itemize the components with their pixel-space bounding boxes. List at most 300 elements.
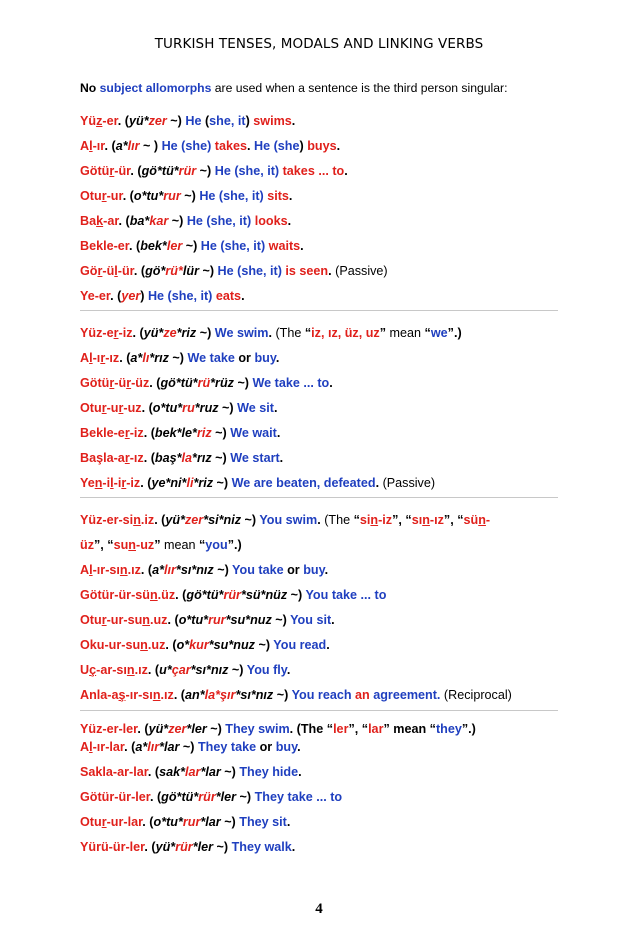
line-segment: Otu bbox=[80, 189, 102, 203]
example-line bbox=[80, 688, 512, 702]
line-segment: . ( bbox=[140, 476, 152, 490]
line-segment: kar bbox=[149, 214, 169, 228]
line-segment: r bbox=[118, 401, 124, 415]
line-segment: You reach bbox=[291, 688, 356, 702]
line-segment: “ bbox=[304, 326, 312, 340]
line-segment: . bbox=[275, 351, 280, 365]
line-segment: la*şır bbox=[204, 688, 236, 702]
example-line bbox=[80, 451, 283, 465]
line-segment: sü bbox=[463, 513, 479, 527]
line-segment: . ( bbox=[144, 840, 156, 854]
example-line bbox=[80, 139, 340, 153]
line-segment: r bbox=[100, 351, 106, 365]
line-segment: Götü bbox=[80, 376, 110, 390]
line-segment: or bbox=[283, 563, 304, 577]
line-segment: n bbox=[152, 688, 161, 702]
page-header: TURKISH TENSES, MODALS AND LINKING VERBS bbox=[154, 36, 484, 52]
line-segment: lı bbox=[142, 351, 150, 365]
line-segment: ç bbox=[89, 663, 97, 677]
line-segment: gö*tü* bbox=[186, 588, 224, 602]
line-segment: *su*nuz bbox=[208, 638, 255, 652]
line-segment: . bbox=[241, 289, 245, 303]
line-segment: . ( bbox=[175, 588, 187, 602]
line-segment: mean bbox=[163, 538, 199, 552]
line-segment: Otu bbox=[80, 613, 102, 627]
line-segment: Ye-er bbox=[80, 289, 111, 303]
line-segment: o*tu* bbox=[133, 189, 164, 203]
line-segment: la bbox=[181, 451, 193, 465]
line-segment: You take ... to bbox=[305, 588, 387, 602]
example-line bbox=[80, 840, 295, 854]
line-segment: You fly bbox=[246, 663, 287, 677]
line-segment: rü bbox=[197, 376, 211, 390]
line-segment: buys bbox=[307, 139, 337, 153]
line-segment: ~) bbox=[220, 765, 240, 779]
example-line bbox=[80, 563, 328, 577]
line-segment: r bbox=[109, 376, 115, 390]
line-segment: We swim bbox=[214, 326, 269, 340]
line-segment: . ( bbox=[143, 426, 155, 440]
line-segment: -ız bbox=[129, 451, 144, 465]
line-segment: ler bbox=[166, 239, 183, 253]
line-segment: He (she bbox=[253, 139, 300, 153]
line-segment: -ı bbox=[92, 351, 101, 365]
line-segment: A bbox=[80, 139, 90, 153]
line-segment: she, it bbox=[209, 114, 246, 128]
line-segment: . bbox=[375, 476, 383, 490]
line-segment: ~) bbox=[220, 815, 240, 829]
line-segment: He (she, it) bbox=[214, 164, 280, 178]
line-segment: -iz bbox=[378, 513, 393, 527]
line-segment: ~) bbox=[271, 613, 291, 627]
line-segment: Otu bbox=[80, 401, 102, 415]
line-segment: zer bbox=[185, 513, 204, 527]
line-segment: waits bbox=[268, 239, 301, 253]
example-line bbox=[80, 588, 386, 602]
line-segment: You sit bbox=[290, 613, 332, 627]
line-segment: . ( bbox=[130, 164, 142, 178]
line-segment: gö*tü* bbox=[161, 790, 199, 804]
line-segment: is seen bbox=[285, 264, 329, 278]
example-line bbox=[80, 164, 348, 178]
line-segment: r bbox=[109, 164, 115, 178]
line-segment: (Passive) bbox=[382, 476, 436, 490]
line-segment: eats bbox=[215, 289, 242, 303]
line-segment: ~) bbox=[179, 740, 198, 754]
line-segment: ~) bbox=[228, 663, 247, 677]
line-segment: A bbox=[80, 351, 90, 365]
line-segment: rur bbox=[163, 189, 181, 203]
line-segment: He (she, it) bbox=[186, 214, 252, 228]
line-segment: . ( bbox=[140, 563, 153, 577]
line-segment: swims bbox=[253, 114, 292, 128]
line-segment: -ür bbox=[117, 264, 134, 278]
line-segment: -iz bbox=[118, 326, 133, 340]
example-line bbox=[80, 476, 435, 490]
line-segment: a* bbox=[115, 139, 128, 153]
line-segment: -ır-sı bbox=[92, 563, 120, 577]
section-divider bbox=[80, 310, 558, 311]
line-segment: yü* bbox=[129, 114, 149, 128]
line-segment: ~) bbox=[196, 164, 215, 178]
line-segment: -i bbox=[102, 476, 111, 490]
line-segment: .üz bbox=[157, 588, 176, 602]
line-segment: r bbox=[126, 376, 132, 390]
line-segment: . ( bbox=[143, 451, 155, 465]
line-segment: (Passive) bbox=[335, 264, 388, 278]
line-segment: . ( bbox=[149, 790, 162, 804]
line-segment: ” mean “ bbox=[383, 722, 436, 736]
line-segment: We sit bbox=[237, 401, 274, 415]
line-segment: a* bbox=[152, 563, 165, 577]
line-segment: çar bbox=[171, 663, 191, 677]
line-segment: . ( bbox=[129, 239, 141, 253]
line-segment: kur bbox=[189, 638, 209, 652]
line-segment: bek* bbox=[140, 239, 167, 253]
line-segment: Oku-ur-su bbox=[80, 638, 141, 652]
line-segment: U bbox=[80, 663, 90, 677]
line-segment: They take ... to bbox=[254, 790, 343, 804]
line-segment: . bbox=[291, 840, 296, 854]
line-segment: buy bbox=[275, 740, 298, 754]
line-segment: .uz bbox=[149, 613, 168, 627]
line-segment: a* bbox=[135, 740, 148, 754]
example-line bbox=[80, 740, 301, 754]
line-segment: rü* bbox=[165, 264, 183, 278]
line-segment: We take bbox=[187, 351, 235, 365]
line-segment: sı bbox=[411, 513, 423, 527]
line-segment: He (she, it) bbox=[217, 264, 282, 278]
line-segment: ~) bbox=[198, 264, 218, 278]
line-segment: . bbox=[300, 239, 304, 253]
example-line bbox=[80, 264, 388, 278]
line-segment: ” bbox=[379, 326, 390, 340]
line-segment: riz bbox=[196, 426, 212, 440]
line-segment: Yüz-er-si bbox=[80, 513, 134, 527]
line-segment: We are beaten, defeated bbox=[231, 476, 376, 490]
line-segment: a* bbox=[130, 351, 143, 365]
line-segment: *rız bbox=[192, 451, 212, 465]
line-segment: Ba bbox=[80, 214, 97, 228]
line-segment: They swim bbox=[225, 722, 290, 736]
line-segment: r bbox=[101, 401, 107, 415]
line-segment: ~) bbox=[233, 376, 253, 390]
line-segment: ”, “ bbox=[443, 513, 464, 527]
example-line bbox=[80, 351, 279, 365]
line-segment: He (she) bbox=[161, 139, 212, 153]
line-segment: buy bbox=[303, 563, 325, 577]
line-segment: We start bbox=[230, 451, 280, 465]
line-segment: . bbox=[331, 613, 335, 627]
line-segment: They hide bbox=[239, 765, 299, 779]
line-segment: *ruz bbox=[194, 401, 219, 415]
line-segment: - bbox=[485, 513, 491, 527]
line-segment: ye*ni* bbox=[151, 476, 187, 490]
line-segment: Otu bbox=[80, 815, 102, 829]
line-segment: buy bbox=[254, 351, 276, 365]
line-segment: z bbox=[96, 114, 103, 128]
line-segment: -ız bbox=[429, 513, 444, 527]
line-segment: . ( bbox=[137, 722, 149, 736]
line-segment: ) bbox=[299, 139, 308, 153]
line-segment: ~) bbox=[196, 326, 215, 340]
line-segment: . bbox=[328, 264, 336, 278]
line-segment: takes bbox=[214, 139, 247, 153]
line-segment: ze bbox=[163, 326, 177, 340]
line-segment: l bbox=[89, 139, 93, 153]
line-segment: sak* bbox=[159, 765, 186, 779]
line-segment: *sü*nüz bbox=[240, 588, 288, 602]
line-segment: ru bbox=[182, 401, 195, 415]
line-segment: ”.) bbox=[461, 722, 476, 736]
line-segment: -u bbox=[106, 401, 119, 415]
line-segment: . ( bbox=[154, 513, 166, 527]
line-segment: -uz bbox=[123, 401, 142, 415]
example-line bbox=[80, 239, 304, 253]
line-segment: n bbox=[119, 563, 128, 577]
line-segment: -ü bbox=[102, 264, 115, 278]
line-segment: *lar bbox=[200, 765, 221, 779]
line-segment: they bbox=[435, 722, 462, 736]
line-segment: Ye bbox=[80, 476, 95, 490]
line-segment: Götür-ür-ler bbox=[80, 790, 150, 804]
example-line bbox=[80, 376, 333, 390]
line-segment: looks bbox=[254, 214, 288, 228]
line-segment: yer bbox=[121, 289, 141, 303]
example-line bbox=[80, 214, 291, 228]
line-segment: -ur-lar bbox=[106, 815, 143, 829]
line-segment: ~) bbox=[180, 189, 200, 203]
line-segment: *rız bbox=[149, 351, 169, 365]
line-segment: zer bbox=[148, 114, 167, 128]
line-segment: n bbox=[133, 513, 141, 527]
example-line bbox=[80, 289, 245, 303]
line-segment: . bbox=[317, 513, 325, 527]
line-segment: A bbox=[80, 740, 90, 754]
line-segment: r bbox=[113, 326, 119, 340]
intro-highlight: subject allomorphs bbox=[99, 81, 212, 95]
line-segment: . ( bbox=[141, 401, 153, 415]
line-segment: ~) bbox=[206, 722, 226, 736]
line-segment: Anla-a bbox=[80, 688, 119, 702]
line-segment: ~) bbox=[213, 476, 232, 490]
line-segment: He (she, it) bbox=[147, 289, 213, 303]
line-segment: an bbox=[355, 688, 370, 702]
line-segment: takes ... to bbox=[282, 164, 345, 178]
line-segment: . ( bbox=[122, 189, 134, 203]
line-segment: . bbox=[286, 663, 291, 677]
line-segment: ~) bbox=[168, 351, 188, 365]
line-segment: ”.) bbox=[227, 538, 242, 552]
line-segment: . bbox=[286, 815, 291, 829]
line-segment: . bbox=[336, 139, 341, 153]
line-segment: -ız bbox=[105, 351, 120, 365]
line-segment: üz bbox=[80, 538, 94, 552]
example-line bbox=[80, 426, 280, 440]
line-segment: gö*tü* bbox=[141, 164, 179, 178]
line-segment: -uz bbox=[136, 538, 155, 552]
line-segment: we bbox=[430, 326, 448, 340]
line-segment: r bbox=[101, 189, 107, 203]
line-segment: you bbox=[205, 538, 228, 552]
line-segment: ”, “ bbox=[94, 538, 114, 552]
example-line bbox=[80, 401, 277, 415]
line-segment: *ler bbox=[215, 790, 237, 804]
line-segment: . ( bbox=[165, 638, 177, 652]
line-segment: . bbox=[291, 114, 296, 128]
example-line bbox=[80, 613, 335, 627]
line-segment: Sakla-ar-lar bbox=[80, 765, 148, 779]
line-segment: mean bbox=[389, 326, 425, 340]
line-segment: n bbox=[370, 513, 379, 527]
line-segment: ~) bbox=[273, 688, 292, 702]
example-line bbox=[80, 189, 292, 203]
line-segment: ~) bbox=[211, 426, 231, 440]
line-segment: r bbox=[97, 264, 103, 278]
line-segment: He (she, it) bbox=[200, 239, 266, 253]
line-segment: -ur bbox=[106, 189, 123, 203]
line-segment: . ( bbox=[142, 815, 154, 829]
line-segment: (Reciprocal) bbox=[440, 688, 512, 702]
line-segment: -ar bbox=[103, 214, 119, 228]
line-segment: .ız bbox=[160, 688, 174, 702]
line-segment: *ler bbox=[192, 840, 214, 854]
line-segment: . ( bbox=[149, 376, 161, 390]
line-segment: ş bbox=[118, 688, 126, 702]
line-segment: or bbox=[234, 351, 255, 365]
line-segment: . bbox=[297, 740, 301, 754]
line-segment: -ır-sı bbox=[125, 688, 153, 702]
line-segment: . bbox=[324, 563, 329, 577]
example-line bbox=[80, 538, 242, 552]
line-segment: gö*tü* bbox=[160, 376, 198, 390]
line-segment: -ür bbox=[114, 164, 131, 178]
line-segment: n bbox=[94, 476, 103, 490]
example-line bbox=[80, 326, 462, 340]
line-segment: r bbox=[124, 426, 130, 440]
line-segment: ~) bbox=[287, 588, 306, 602]
line-segment: -üz bbox=[131, 376, 150, 390]
line-segment: r bbox=[101, 815, 107, 829]
line-segment: yü* bbox=[143, 326, 164, 340]
page-number: 4 bbox=[315, 901, 323, 917]
line-segment: lar bbox=[185, 765, 201, 779]
line-segment: ”, “ bbox=[392, 513, 412, 527]
line-segment: You read bbox=[273, 638, 327, 652]
line-segment: gö* bbox=[145, 264, 166, 278]
section-divider bbox=[80, 497, 558, 498]
line-segment: . ( bbox=[110, 289, 122, 303]
line-segment: . ( bbox=[118, 214, 130, 228]
line-segment: ~) bbox=[182, 239, 201, 253]
line-segment: Yürü-ür-ler bbox=[80, 840, 145, 854]
line-segment: ~) bbox=[166, 114, 186, 128]
line-segment: *sı*nız bbox=[175, 563, 214, 577]
line-segment: ~) bbox=[254, 638, 274, 652]
line-segment: r bbox=[101, 613, 107, 627]
line-segment: *sı*nız bbox=[190, 663, 229, 677]
example-line bbox=[80, 114, 295, 128]
line-segment: . ( bbox=[173, 688, 186, 702]
line-segment: yü* bbox=[148, 722, 169, 736]
example-line bbox=[80, 765, 302, 779]
line-segment: You take bbox=[232, 563, 284, 577]
line-segment: . ( bbox=[147, 765, 160, 779]
line-segment: n bbox=[142, 613, 150, 627]
line-segment: Götür-ür-sü bbox=[80, 588, 150, 602]
line-segment: ” bbox=[154, 538, 164, 552]
line-segment: (The bbox=[275, 326, 305, 340]
line-segment: They take bbox=[197, 740, 257, 754]
line-segment: rür bbox=[178, 164, 197, 178]
line-segment: . bbox=[246, 139, 254, 153]
line-segment: -ü bbox=[114, 376, 127, 390]
line-segment: *ler bbox=[186, 722, 207, 736]
line-segment: ~) bbox=[213, 840, 232, 854]
example-line bbox=[80, 722, 476, 736]
line-segment: *riz bbox=[176, 326, 197, 340]
line-segment: ( bbox=[201, 114, 210, 128]
line-segment: agreement. bbox=[369, 688, 441, 702]
line-segment: -iz bbox=[129, 426, 144, 440]
line-segment: yü* bbox=[165, 513, 185, 527]
line-segment: an* bbox=[185, 688, 205, 702]
line-segment: ”.) bbox=[447, 326, 462, 340]
intro-no: No bbox=[80, 81, 97, 95]
line-segment: . bbox=[268, 326, 276, 340]
line-segment: -ur-su bbox=[106, 613, 143, 627]
section-divider bbox=[80, 710, 558, 711]
line-segment: r bbox=[121, 476, 127, 490]
line-segment: . bbox=[287, 214, 292, 228]
line-segment: Yüz-e bbox=[80, 326, 114, 340]
example-line bbox=[80, 663, 290, 677]
line-segment: *riz bbox=[193, 476, 214, 490]
line-segment: *su*nuz bbox=[225, 613, 272, 627]
line-segment: He bbox=[185, 114, 202, 128]
line-segment: Bekle-er bbox=[80, 239, 130, 253]
line-segment: Yüz-er-ler bbox=[80, 722, 138, 736]
line-segment: ~) bbox=[213, 563, 233, 577]
example-line bbox=[80, 790, 342, 804]
line-segment: ~) bbox=[211, 451, 231, 465]
line-segment: l bbox=[114, 264, 118, 278]
line-segment: . ( bbox=[167, 613, 179, 627]
line-segment: n bbox=[149, 588, 158, 602]
line-segment: . ( bbox=[147, 663, 160, 677]
line-segment: li bbox=[186, 476, 194, 490]
line-segment: ~) bbox=[236, 790, 255, 804]
line-segment: rür bbox=[175, 840, 193, 854]
line-segment: A bbox=[80, 563, 90, 577]
line-segment: Gö bbox=[80, 264, 98, 278]
line-segment: o* bbox=[176, 638, 190, 652]
line-segment: ~) bbox=[168, 214, 187, 228]
intro-rest: are used when a sentence is the third person singular: bbox=[214, 81, 508, 95]
line-segment: n bbox=[126, 663, 135, 677]
line-segment: n bbox=[478, 513, 486, 527]
line-segment: . bbox=[273, 401, 278, 415]
line-segment: Yü bbox=[80, 114, 97, 128]
line-segment: ) bbox=[140, 289, 148, 303]
line-segment: .iz bbox=[140, 513, 155, 527]
line-segment: . ( bbox=[104, 139, 116, 153]
line-segment: -er bbox=[102, 114, 118, 128]
example-line bbox=[80, 815, 290, 829]
line-segment: lür bbox=[182, 264, 199, 278]
line-segment: iz, ız, üz, uz bbox=[311, 326, 380, 340]
line-segment: su bbox=[113, 538, 129, 552]
